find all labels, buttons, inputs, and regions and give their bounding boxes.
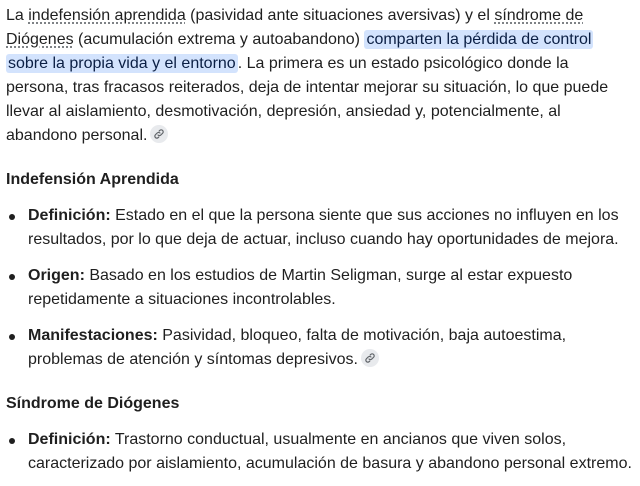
list-item xyxy=(6,204,632,252)
intro-text: (acumulación extrema y autoabandono) xyxy=(73,31,365,48)
item-text: Pasividad, bloqueo, falta de motivación, baja autoestima, problemas de atención y síntomas depresivos. xyxy=(28,327,567,368)
list-item xyxy=(6,428,632,476)
item-text: Trastorno conductual, usualmente en ancianos que viven solos, caracterizado por aislamiento, acumulación de basura y abandono personal extremo. xyxy=(28,431,632,472)
item-text: Estado en el que la persona siente que sus acciones no influyen en los resultados, por lo que deja de actuar, incluso cuando hay oportunidades de mejora. xyxy=(28,207,619,248)
item-label: Definición: xyxy=(28,207,111,224)
intro-text: (pasividad ante situaciones aversivas) y el xyxy=(185,7,495,24)
section-heading-diogenes: Síndrome de Diógenes xyxy=(6,395,180,412)
section-heading-indefension: Indefensión Aprendida xyxy=(6,171,179,188)
intro-paragraph xyxy=(6,4,632,148)
term-sindrome-diogenes[interactable]: síndrome de Diógenes xyxy=(6,7,584,48)
link-icon xyxy=(364,352,376,364)
term-indefension-aprendida[interactable]: indefensión aprendida xyxy=(28,7,186,24)
item-label: Manifestaciones: xyxy=(28,327,158,344)
source-link-icon[interactable] xyxy=(361,349,379,367)
list-diogenes xyxy=(6,428,632,476)
list-item xyxy=(6,324,632,372)
item-label: Definición: xyxy=(28,431,111,448)
list-item xyxy=(6,264,632,312)
intro-text: La xyxy=(6,7,29,24)
item-text: Basado en los estudios de Martin Seligman, surge al estar expuesto repetidamente a situaciones incontrolables. xyxy=(28,267,573,308)
response-content xyxy=(0,4,632,476)
item-label: Origen: xyxy=(28,267,85,284)
list-indefension xyxy=(6,204,632,372)
link-icon xyxy=(153,128,165,140)
highlighted-claim[interactable]: comparten la pérdida de control sobre la propia vida y el entorno xyxy=(8,31,592,72)
source-link-icon[interactable] xyxy=(150,125,168,143)
intro-text: . La primera es un estado psicológico donde la persona, tras fracasos reiterados, deja de intentar mejorar su situación, lo que puede llevar al aislamiento, desmotivación, depresión, ansiedad y, potencialmente, al abandono personal. xyxy=(6,55,609,144)
